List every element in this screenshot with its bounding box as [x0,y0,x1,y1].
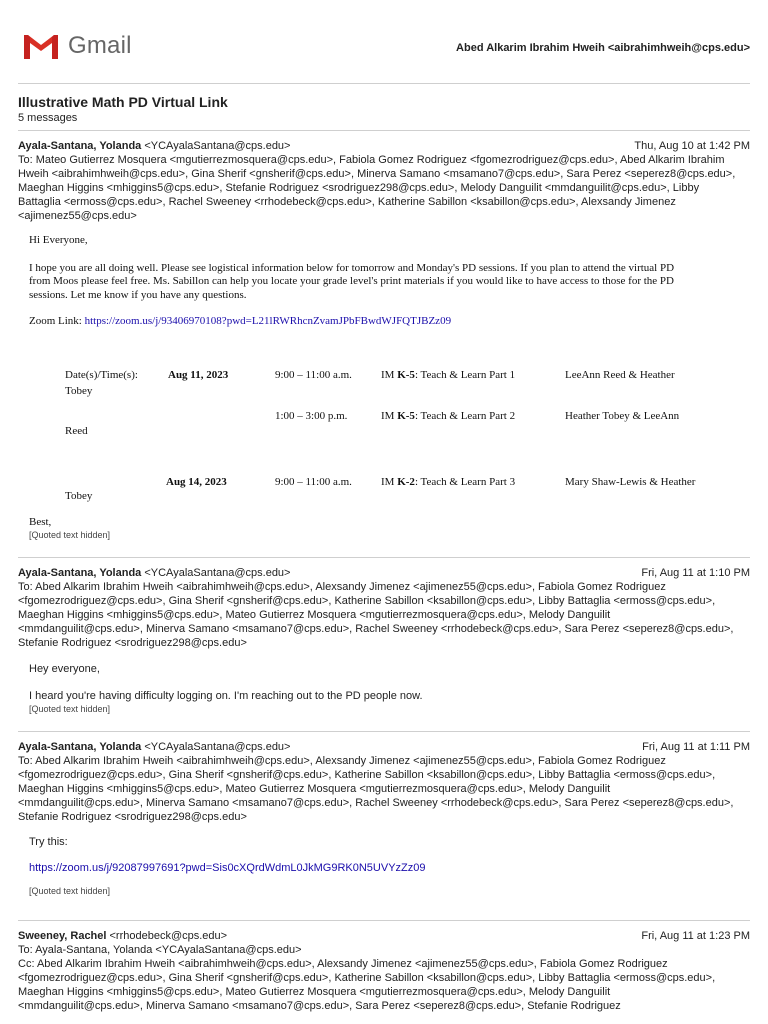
recipient-line: To: Abed Alkarim Ibrahim Hweih <aibrahimhweih@cps.edu>, Alexsandy Jimenez <ajimenez55@cps.edu>, Fabiola Gomez Rodriguez [18,755,666,767]
gmail-envelope-icon [22,31,60,61]
schedule-presenter: Mary Shaw-Lewis & Heather [565,476,696,488]
message-date: Fri, Aug 11 at 1:23 PM [641,930,750,942]
schedule-date: Aug 11, 2023 [168,369,229,381]
recipient-line: Maeghan Higgins <mhiggins5@cps.edu>, Stefanie Rodriguez <srodriguez298@cps.edu>, Melody Danguilit <mmdanguilit@cps.edu>, Libby [18,182,700,194]
recipient-line: <ajimenez55@cps.edu> [18,210,137,222]
cc-line: Cc: Abed Alkarim Ibrahim Hweih <aibrahimhweih@cps.edu>, Alexsandy Jimenez <ajimenez55@cps.edu>, Fabiola Gomez Rodriguez [18,958,668,970]
message-header [18,566,750,580]
body-line: from Moos please feel free. Ms. Sabillon can help you locate your grade level's print materials if you would like to have access to those for the PD [29,275,674,287]
gmail-logo[interactable] [22,31,132,61]
session-prefix: IM [381,369,398,381]
recipient-line: Maeghan Higgins <mhiggins5@cps.edu>, Mateo Gutierrez Mosquera <mgutierrezmosquera@cps.edu>, Melody Danguilit [18,609,611,621]
divider [18,557,750,558]
session-prefix: IM [381,410,398,422]
recipient-line: <mmdanguilit@cps.edu>, Minerva Samano <msamano7@cps.edu>, Rachel Sweeney <rrhodebeck@cps.edu>, Sara Perez <seperez8@cps.edu>, [18,797,734,809]
message-3 [18,740,750,897]
session-grade: K-2 [397,476,415,488]
divider [18,130,750,131]
recipients-cc [18,957,750,1013]
schedule-presenter: Heather Tobey & LeeAnn [565,410,680,422]
sender-name[interactable]: Ayala-Santana, Yolanda [18,140,142,152]
sender-email: <YCAyalaSantana@cps.edu> [141,567,291,579]
recipient-line: Maeghan Higgins <mhiggins5@cps.edu>, Mateo Gutierrez Mosquera <mgutierrezmosquera@cps.edu>, Melody Danguilit [18,783,611,795]
session-grade: K-5 [397,369,415,381]
sender-email: <YCAyalaSantana@cps.edu> [141,741,291,753]
thread-subject: Illustrative Math PD Virtual Link [18,94,228,110]
sender-name[interactable]: Ayala-Santana, Yolanda [18,567,142,579]
body-line: I hope you are all doing well. Please see logistical information below for tomorrow and Monday's PD sessions. If you plan to attend the virtual PD [29,261,675,274]
message-header [18,929,750,943]
schedule-presenter-wrap: Tobey [65,490,93,502]
closing: Best, [29,516,52,528]
message-4 [18,929,750,1013]
zoom-link-label: Zoom Link: [29,315,85,327]
zoom-link[interactable]: https://zoom.us/j/93406970108?pwd=L21lRWRhcnZvamJPbFBwdWJFQTJBZz09 [84,315,452,327]
greeting: Hi Everyone, [29,234,88,246]
recipient-line: Battaglia <ermoss@cps.edu>, Rachel Sweeney <rrhodebeck@cps.edu>, Katherine Sabillon <ksabillon@cps.edu>, Alexsandy Jimenez [18,196,676,208]
account-identity: Abed Alkarim Ibrahim Hweih <aibrahimhweih@cps.edu> [456,42,750,54]
gmail-wordmark: Gmail [68,32,132,59]
zoom-link-line [29,315,749,329]
gmail-header [18,28,750,68]
cc-line: <mmdanguilit@cps.edu>, Minerva Samano <msamano7@cps.edu>, Sara Perez <seperez8@cps.edu>, Stefanie Rodriguez [18,1000,621,1012]
message-date: Thu, Aug 10 at 1:42 PM [634,140,750,152]
recipient-line: <fgomezrodriguez@cps.edu>, Gina Sherif <gnsherif@cps.edu>, Katherine Sabillon <ksabillon@cps.edu>, Libby Battaglia <ermoss@cps.edu>, [18,769,716,781]
sender-email: <rrhodebeck@cps.edu> [106,930,228,942]
message-count: 5 messages [18,112,78,124]
body-line: Hey everyone, [29,663,100,675]
message-date: Fri, Aug 11 at 1:10 PM [641,567,750,579]
body-line: I heard you're having difficulty logging on. I'm reaching out to the PD people now. [29,690,423,702]
message-header [18,139,750,153]
schedule-presenter-wrap: Tobey [65,385,93,397]
divider [18,731,750,732]
quoted-text-toggle[interactable]: [Quoted text hidden] [29,704,111,714]
cc-line: <fgomezrodriguez@cps.edu>, Gina Sherif <gnsherif@cps.edu>, Katherine Sabillon <ksabillon@cps.edu>, Libby Battaglia <ermoss@cps.edu>, [18,972,716,984]
sender-email: <YCAyalaSantana@cps.edu> [141,140,291,152]
body-line: Try this: [29,836,68,848]
quoted-text-toggle[interactable]: [Quoted text hidden] [29,886,111,896]
session-prefix: IM [381,476,398,488]
divider [18,83,750,84]
message-1 [18,139,750,223]
message-date: Fri, Aug 11 at 1:11 PM [642,741,750,753]
schedule-session [381,475,515,489]
recipients-to [18,580,750,650]
schedule-date: Aug 14, 2023 [166,476,227,488]
recipient-line: Stefanie Rodriguez <srodriguez298@cps.edu> [18,637,247,649]
schedule-time: 9:00 – 11:00 a.m. [275,476,352,488]
sender-name[interactable]: Sweeney, Rachel [18,930,107,942]
schedule-label: Date(s)/Time(s): [65,369,138,381]
message-2 [18,566,750,715]
schedule-presenter: LeeAnn Reed & Heather [565,369,675,381]
divider [18,920,750,921]
message-header [18,740,750,754]
schedule-presenter-wrap: Reed [65,425,88,437]
cc-line: Maeghan Higgins <mhiggins5@cps.edu>, Mateo Gutierrez Mosquera <mgutierrezmosquera@cps.edu>, Melody Danguilit [18,986,611,998]
schedule-session [381,368,515,382]
schedule-session [381,409,515,423]
schedule-time: 1:00 – 3:00 p.m. [275,410,348,422]
zoom-link[interactable]: https://zoom.us/j/92087997691?pwd=Sis0cXQrdWdmL0JkMG9RK0N5UVYzZz09 [29,862,426,874]
schedule-time: 9:00 – 11:00 a.m. [275,369,352,381]
recipient-line: To: Mateo Gutierrez Mosquera <mgutierrezmosquera@cps.edu>, Fabiola Gomez Rodriguez <fgomezrodriguez@cps.edu>, Abed Alkarim Ibrahim [18,154,725,166]
body-line: sessions. Let me know if you have any questions. [29,288,247,301]
message-1-body [29,234,749,329]
recipient-line: <fgomezrodriguez@cps.edu>, Gina Sherif <gnsherif@cps.edu>, Katherine Sabillon <ksabillon@cps.edu>, Libby Battaglia <ermoss@cps.edu>, [18,595,716,607]
recipient-line: To: Ayala-Santana, Yolanda <YCAyalaSantana@cps.edu> [18,944,302,956]
recipient-line: Hweih <aibrahimhweih@cps.edu>, Gina Sherif <gnsherif@cps.edu>, Minerva Samano <msamano7@cps.edu>, Sara Perez <seperez8@cps.edu>, [18,168,736,180]
recipients-to [18,943,750,957]
session-title: : Teach & Learn Part 3 [414,476,516,488]
session-title: : Teach & Learn Part 1 [414,369,516,381]
recipient-line: Stefanie Rodriguez <srodriguez298@cps.edu> [18,811,247,823]
sender-name[interactable]: Ayala-Santana, Yolanda [18,741,142,753]
recipients-to [18,153,750,223]
recipients-to [18,754,750,824]
quoted-text-toggle[interactable]: [Quoted text hidden] [29,530,111,540]
session-title: : Teach & Learn Part 2 [414,410,516,422]
session-grade: K-5 [397,410,415,422]
recipient-line: To: Abed Alkarim Ibrahim Hweih <aibrahimhweih@cps.edu>, Alexsandy Jimenez <ajimenez55@cps.edu>, Fabiola Gomez Rodriguez [18,581,666,593]
recipient-line: <mmdanguilit@cps.edu>, Minerva Samano <msamano7@cps.edu>, Rachel Sweeney <rrhodebeck@cps.edu>, Sara Perez <seperez8@cps.edu>, [18,623,734,635]
